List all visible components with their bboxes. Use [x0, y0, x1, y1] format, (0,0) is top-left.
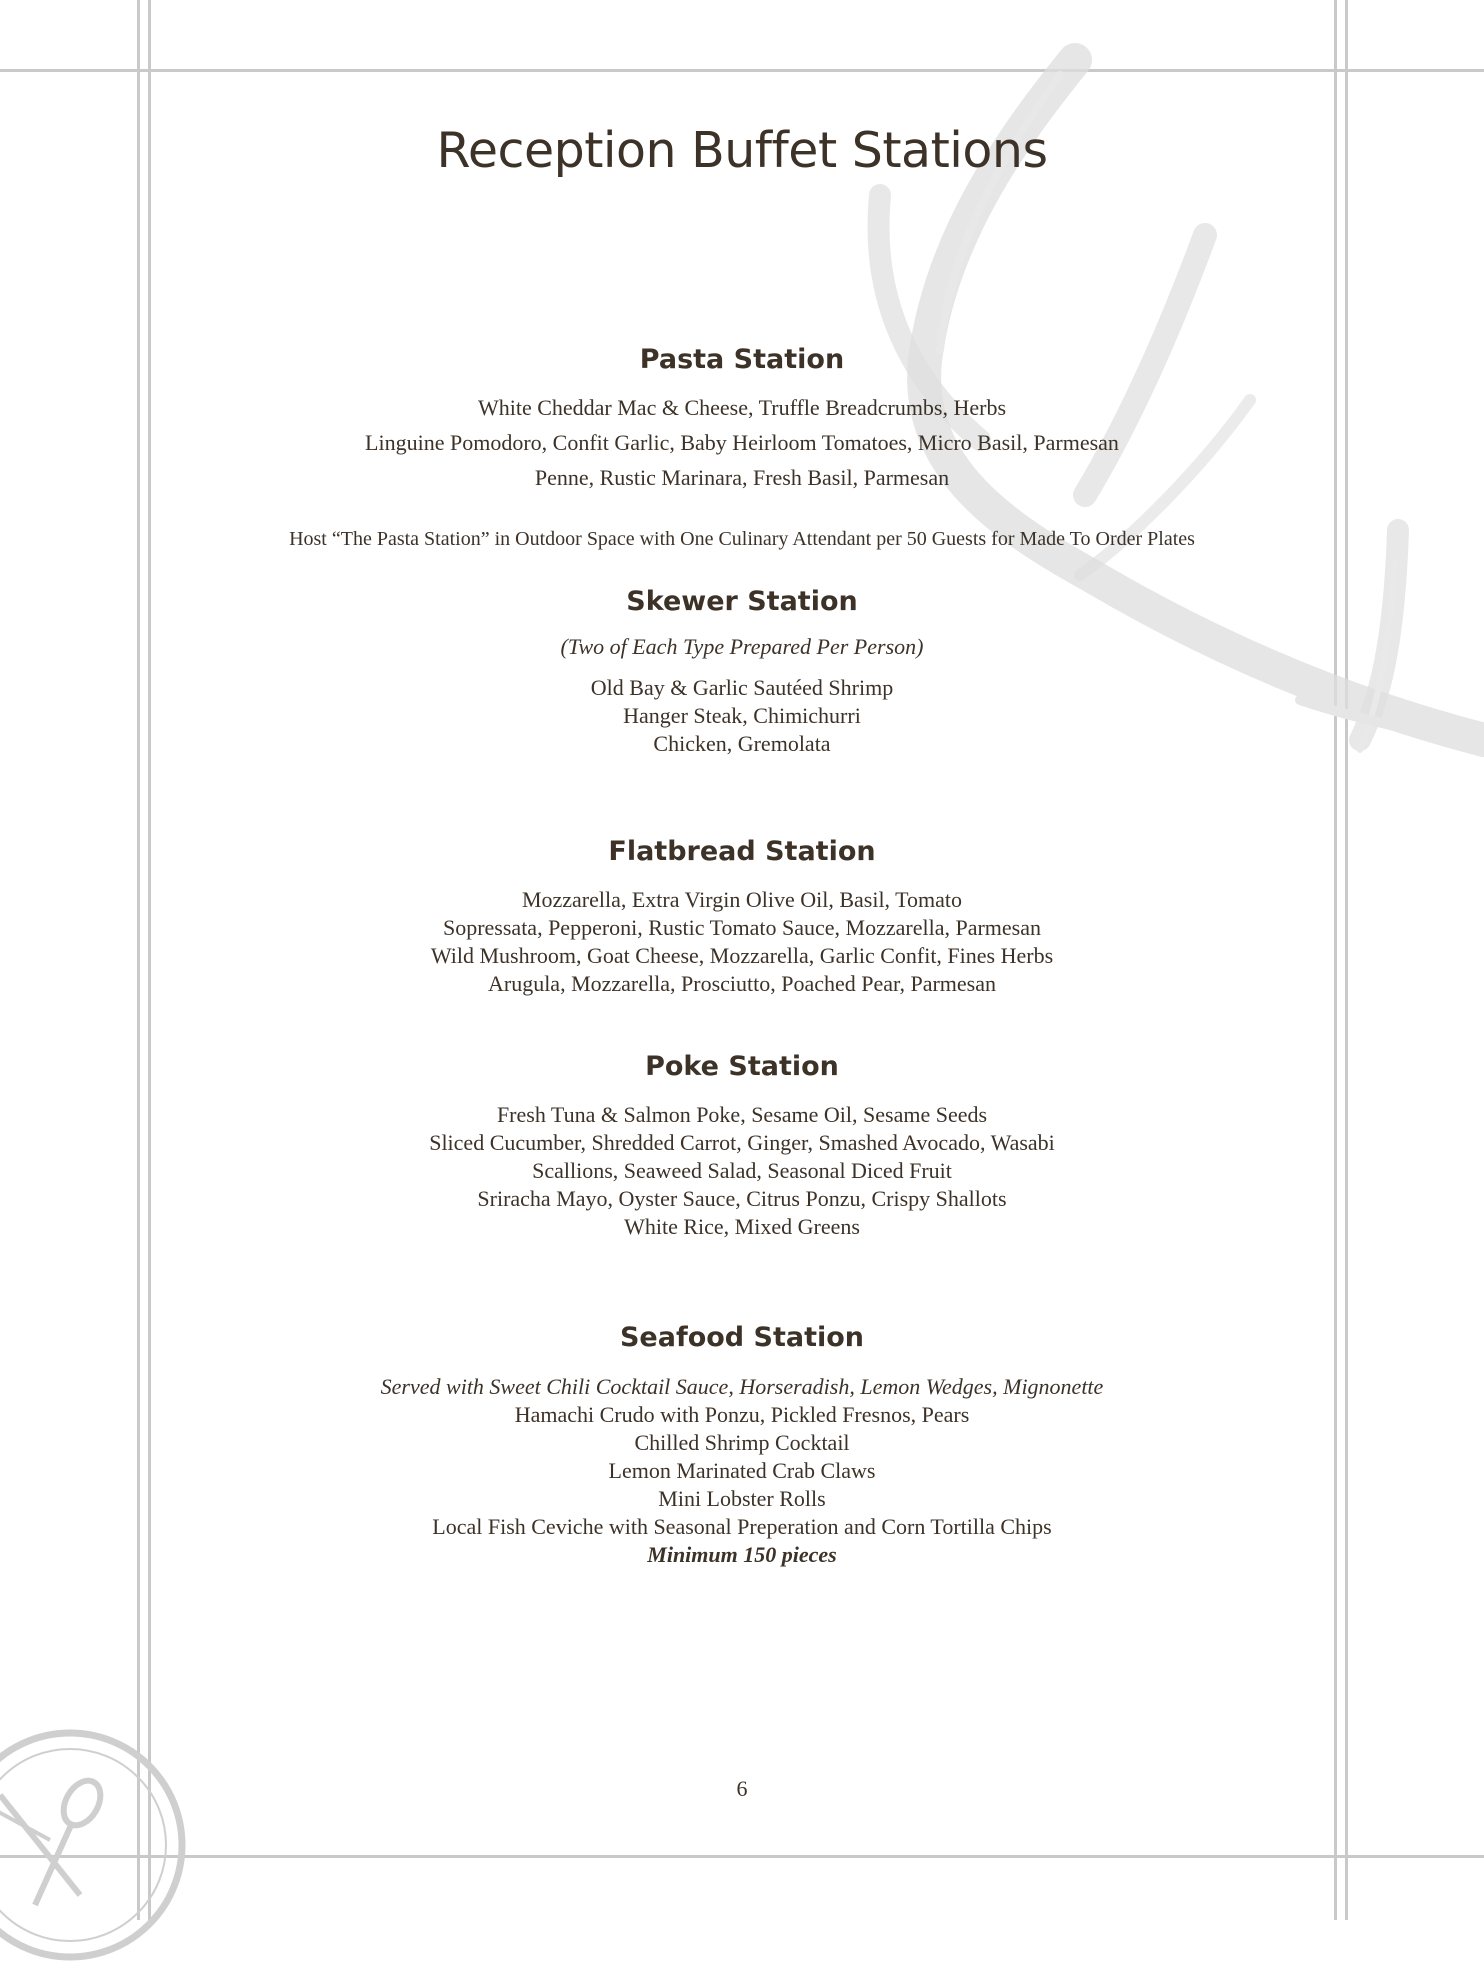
list-item: Wild Mushroom, Goat Cheese, Mozzarella, Garlic Confit, Fines Herbs	[430, 943, 1054, 968]
pasta-station-note: Host “The Pasta Station” in Outdoor Space with One Culinary Attendant per 50 Guests for Made To Order Plates	[289, 528, 1195, 550]
poke-station-items	[0, 1101, 1484, 1241]
list-item: Local Fish Ceviche with Seasonal Preperation and Corn Tortilla Chips	[432, 1514, 1052, 1539]
fork-knife-seal-icon	[0, 1715, 200, 1975]
list-item: Chicken, Gremolata	[653, 731, 831, 756]
frame-line-bottom	[0, 1855, 1484, 1858]
list-item: Mini Lobster Rolls	[658, 1486, 826, 1511]
list-item: Chilled Shrimp Cocktail	[634, 1430, 850, 1455]
pasta-station-heading: Pasta Station	[639, 344, 845, 375]
list-item: Hanger Steak, Chimichurri	[623, 703, 861, 728]
list-item: Old Bay & Garlic Sautéed Shrimp	[590, 675, 894, 700]
list-item: Sliced Cucumber, Shredded Carrot, Ginger, Smashed Avocado, Wasabi	[429, 1130, 1055, 1155]
frame-line-top	[0, 69, 1484, 72]
list-item: Sriracha Mayo, Oyster Sauce, Citrus Ponzu, Crispy Shallots	[477, 1186, 1007, 1211]
pasta-station-items	[0, 390, 1484, 495]
list-item: Linguine Pomodoro, Confit Garlic, Baby Heirloom Tomatoes, Micro Basil, Parmesan	[365, 430, 1119, 455]
list-item: Fresh Tuna & Salmon Poke, Sesame Oil, Sesame Seeds	[496, 1102, 988, 1127]
list-item: White Rice, Mixed Greens	[624, 1214, 860, 1239]
list-item: Mozzarella, Extra Virgin Olive Oil, Basil, Tomato	[521, 887, 963, 912]
list-item: Penne, Rustic Marinara, Fresh Basil, Parmesan	[534, 465, 950, 490]
seafood-minimum-note: Minimum 150 pieces	[647, 1542, 837, 1567]
list-item: Arugula, Mozzarella, Prosciutto, Poached Pear, Parmesan	[487, 971, 997, 996]
seafood-station-heading: Seafood Station	[619, 1322, 865, 1353]
list-item: Lemon Marinated Crab Claws	[608, 1458, 876, 1483]
flatbread-station-items	[0, 886, 1484, 998]
page-number: 6	[736, 1776, 748, 1801]
seafood-station-subtitle: Served with Sweet Chili Cocktail Sauce, Horseradish, Lemon Wedges, Mignonette	[380, 1374, 1104, 1399]
seafood-station-items	[0, 1401, 1484, 1541]
flatbread-station-heading: Flatbread Station	[608, 836, 876, 867]
list-item: Scallions, Seaweed Salad, Seasonal Diced Fruit	[532, 1158, 952, 1183]
list-item: Sopressata, Pepperoni, Rustic Tomato Sauce, Mozzarella, Parmesan	[442, 915, 1041, 940]
skewer-station-heading: Skewer Station	[626, 586, 858, 617]
skewer-station-subtitle: (Two of Each Type Prepared Per Person)	[560, 634, 924, 659]
list-item: White Cheddar Mac & Cheese, Truffle Breadcrumbs, Herbs	[477, 395, 1007, 420]
page-title: Reception Buffet Stations	[436, 122, 1048, 179]
poke-station-heading: Poke Station	[645, 1051, 839, 1082]
skewer-station-items	[0, 674, 1484, 758]
list-item: Hamachi Crudo with Ponzu, Pickled Fresnos, Pears	[514, 1402, 970, 1427]
